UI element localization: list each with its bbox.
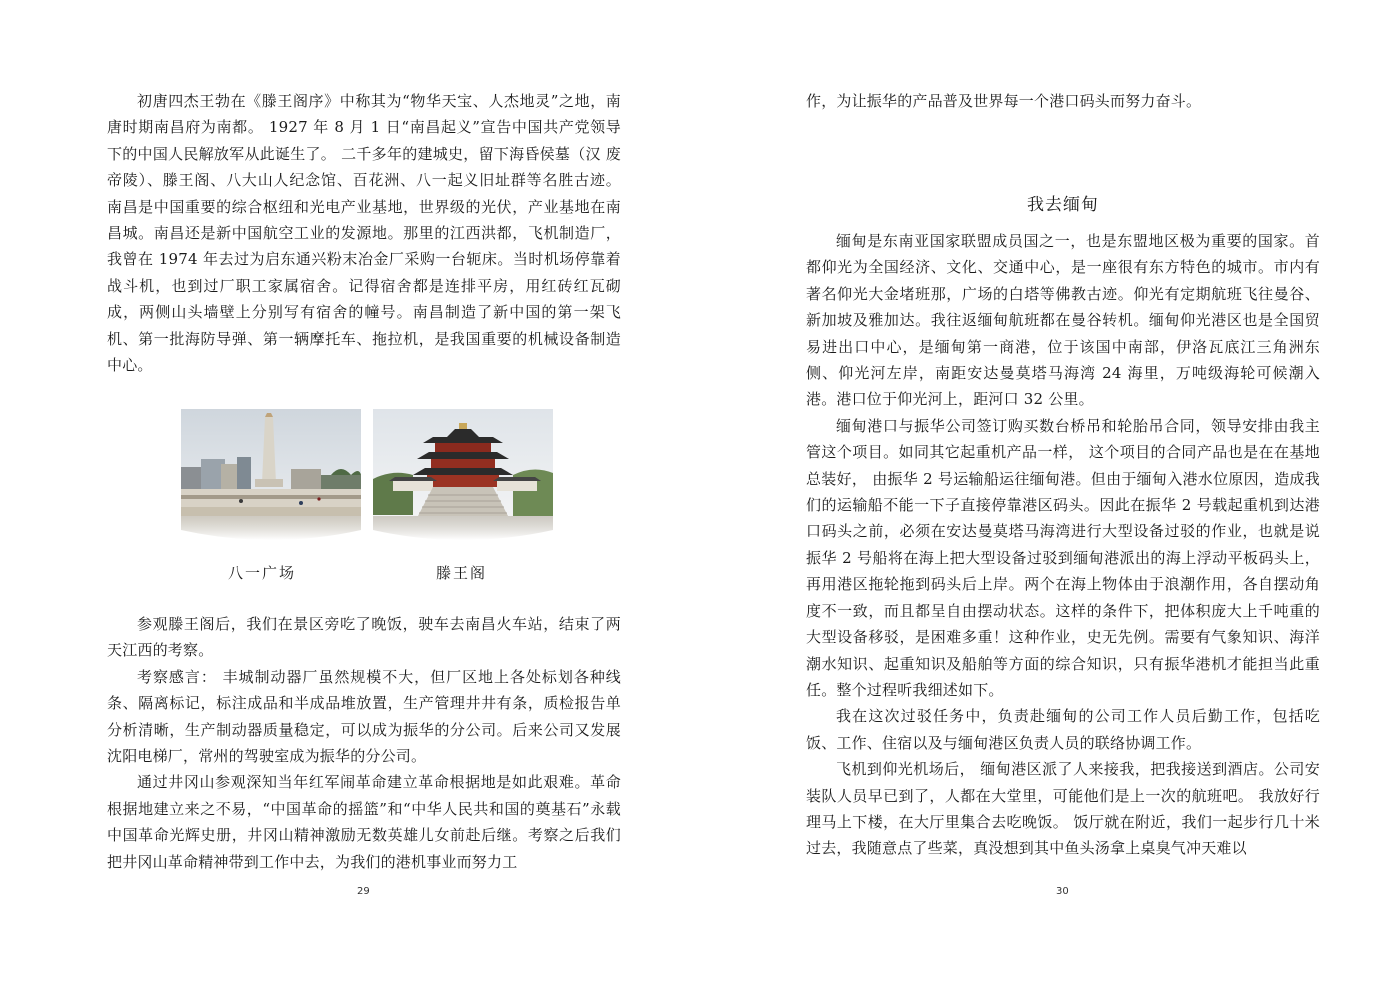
photo-tengwang-pavilion — [373, 409, 553, 546]
left-bottom-text — [107, 611, 621, 875]
paragraph-continuation: 作，为让振华的产品普及世界每一个港口码头而努力奋斗。 — [806, 92, 1202, 110]
caption-tengwang-pavilion: 滕王阁 — [436, 564, 488, 582]
paragraph: 参观滕王阁后，我们在景区旁吃了晚饭，驶车去南昌火车站，结束了两天江西的考察。 — [107, 615, 621, 660]
photo-reflection — [181, 516, 361, 546]
page-number: 30 — [1056, 886, 1069, 897]
caption-bayi-square: 八一广场 — [228, 564, 297, 582]
paragraph: 我在这次过驳任务中，负责赴缅甸的公司工作人员后勤工作，包括吃饭、工作、住宿以及与缅甸港区负责人员的联络协调工作。 — [806, 707, 1320, 752]
paragraph: 通过井冈山参观深知当年红军闹革命建立革命根据地是如此艰难。革命根据地建立来之不易，“中国革命的摇篮”和“中华人民共和国的奠基石”永载中国革命光辉史册，井冈山精神激励无数英雄儿女前赴后继。考察之后我们把井冈山革命精神带到工作中去，为我们的港机事业而努力工 — [107, 773, 621, 871]
bayi-square-image — [181, 409, 361, 516]
paragraph: 飞机到仰光机场后， 缅甸港区派了人来接我，把我接送到酒店。公司安装队人员早已到了，人都在大堂里，可能他们是上一次的航班吧。 我放好行理马上下楼，在大厅里集合去吃晚饭。 饭厅就在附近，我们一起步行几十米过去，我随意点了些菜，真没想到其中鱼头汤拿上桌臭气冲天难以 — [806, 760, 1320, 858]
right-main-text — [806, 228, 1320, 862]
page-number: 29 — [357, 886, 370, 897]
section-title: 我去缅甸 — [1027, 195, 1099, 215]
paragraph: 初唐四杰王勃在《滕王阁序》中称其为“物华天宝、人杰地灵”之地，南唐时期南昌府为南都。 1927 年 8 月 1 日“南昌起义”宣告中国共产党领导下的中国人民解放军从此诞生了。 二千多年的建城史，留下海昏侯墓（汉 废帝陵）、滕王阁、八大山人纪念馆、百花洲、八一起义旧址群等名胜古迹。 南昌是中国重要的综合枢纽和光电产业基地，世界级的光伏，产业基地在南昌城。南昌还是新中国航空工业的发源地。那里的江西洪都，飞机制造厂，我曾在 1974 年去过为启东通兴粉末冶金厂采购一台轭床。当时机场停靠着战斗机，也到过厂职工家属宿舍。记得宿舍都是连排平房，用红砖红瓦砌成，两侧山头墙壁上分别写有宿舍的幢号。南昌制造了新中国的第一架飞机、第一批海防导弹、第一辆摩托车、拖拉机，是我国重要的机械设备制造中心。 — [107, 92, 621, 375]
paragraph: 考察感言： 丰城制动器厂虽然规模不大，但厂区地上各处标划各种线条、隔离标记，标注成品和半成品堆放置，生产管理井井有条，质检报告单分析清晰，生产制动器质量稳定，可以成为振华的分公司。后来公司又发展沈阳电梯厂，常州的驾驶室成为振华的分公司。 — [107, 667, 621, 766]
photo-reflection — [373, 516, 553, 546]
paragraph: 缅甸是东南亚国家联盟成员国之一，也是东盟地区极为重要的国家。首都仰光为全国经济、文化、交通中心，是一座很有东方特色的城市。市内有著名仰光大金堵班那，广场的白塔等佛教古迹。仰光有定期航班飞往曼谷、新加坡及雅加达。我往返缅甸航班都在曼谷转机。缅甸仰光港区也是全国贸易进出口中心，是缅甸第一商港，位于该国中南部，伊洛瓦底江三角洲东侧、仰光河左岸，南距安达曼莫塔马海湾 24 海里，万吨级海轮可候潮入港。港口位于仰光河上，距河口 32 公里。 — [806, 232, 1320, 409]
left-top-text — [107, 88, 621, 378]
tengwang-pavilion-image — [373, 409, 553, 516]
right-continuation-text — [806, 88, 1320, 114]
photo-bayi-square — [181, 409, 361, 546]
right-page — [699, 0, 1398, 982]
paragraph: 缅甸港口与振华公司签订购买数台桥吊和轮胎吊合同，领导安排由我主管这个项目。如同其它起重机产品一样， 这个项目的合同产品也是在在基地总装好， 由振华 2 号运输船运往缅甸港。但由于缅甸入港水位原因，造成我们的运输船不能一下子直接停靠港区码头。因此在振华 2 号载起重机到达港口码头之前，必须在安达曼莫塔马海湾进行大型设备过驳的作业，也就是说振华 2 号船将在海上把大型设备过驳到缅甸港派出的海上浮动平板码头上，再用港区拖轮拖到码头后上岸。两个在海上物体由于浪潮作用，各自摆动角度不一致，而且都呈自由摆动状态。这样的条件下，把体积庞大上千吨重的大型设备移驳，是困难多重！这种作业，史无先例。需要有气象知识、海洋潮水知识、起重知识及船舶等方面的综合知识，只有振华港机才能担当此重任。整个过程听我细述如下。 — [806, 416, 1320, 699]
